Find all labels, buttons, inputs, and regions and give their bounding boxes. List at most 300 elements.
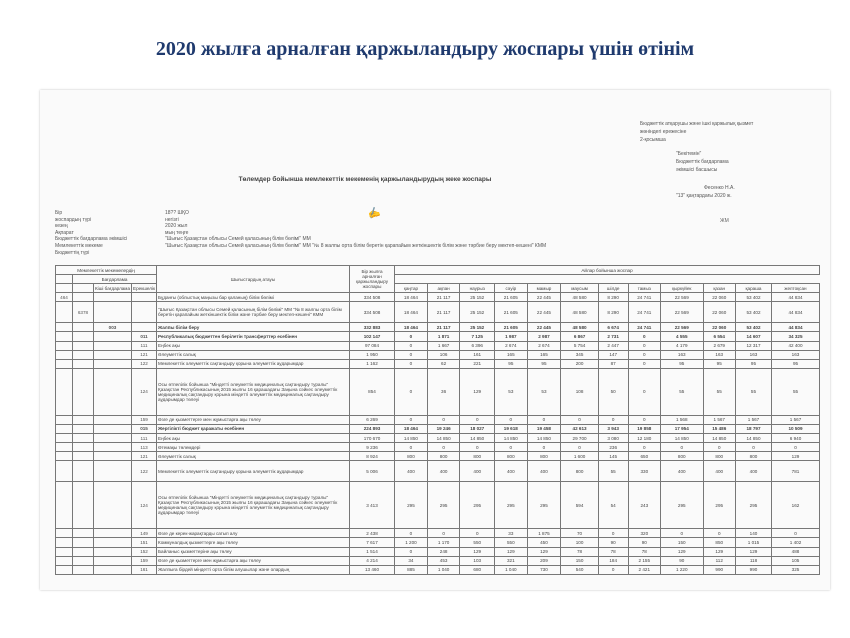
code-cell — [56, 415, 73, 424]
meta-key: Бюджеттің түрі — [55, 249, 90, 256]
meta-key: Мемлекеттік мекеме — [55, 242, 103, 249]
months-header: Айлар бойынша жоспар — [395, 266, 820, 275]
month-value-cell: 24 741 — [628, 323, 660, 332]
month-value-cell: 25 152 — [460, 293, 495, 302]
month-value-cell: 14 850 — [661, 434, 703, 443]
code-cell — [73, 368, 94, 415]
month-value-cell: 44 834 — [772, 302, 820, 323]
code-cell — [94, 547, 132, 556]
annual-total-cell: 2 438 — [350, 529, 395, 538]
table-row — [56, 547, 820, 556]
month-value-cell: 295 — [460, 482, 495, 529]
month-value-cell: 0 — [772, 443, 820, 452]
month-value-cell: 44 834 — [772, 293, 820, 302]
month-value-cell: 0 — [395, 529, 428, 538]
month-value-cell: 50 — [598, 368, 628, 415]
month-value-cell: 0 — [395, 443, 428, 452]
month-value-cell: 1 200 — [395, 538, 428, 547]
month-value-cell: 163 — [735, 350, 771, 359]
month-value-cell: 53 402 — [735, 323, 771, 332]
month-value-cell: 90 — [661, 556, 703, 565]
month-value-cell: 3 080 — [598, 434, 628, 443]
month-value-cell: 295 — [661, 482, 703, 529]
month-value-cell: 22 060 — [703, 323, 735, 332]
meta-value: 18?? ШҚО — [165, 210, 189, 216]
month-value-cell: 78 — [628, 547, 660, 556]
month-value-cell: 33 — [495, 529, 527, 538]
month-value-cell: 54 — [598, 482, 628, 529]
month-value-cell: 0 — [395, 415, 428, 424]
code-cell — [56, 452, 73, 461]
month-value-cell: 129 — [703, 547, 735, 556]
month-value-cell: 550 — [460, 538, 495, 547]
month-value-cell: 2 731 — [598, 332, 628, 341]
code-cell: 152 — [132, 547, 157, 556]
month-value-cell: 78 — [561, 547, 598, 556]
meta-row — [55, 210, 815, 217]
meta-value: мың теңге — [165, 229, 189, 236]
month-value-cell: 990 — [703, 565, 735, 574]
code-cell — [94, 350, 132, 359]
approval-line: "Бекітемін" — [676, 151, 702, 157]
month-value-cell: 34 325 — [772, 332, 820, 341]
month-value-cell: 55 — [598, 461, 628, 482]
code-cell — [56, 482, 73, 529]
code-cell — [94, 293, 132, 302]
annual-total-cell: 1 162 — [350, 359, 395, 368]
code-cell — [56, 443, 73, 452]
code-cell — [56, 424, 73, 433]
month-value-cell: 0 — [395, 547, 428, 556]
month-value-cell: 2 155 — [628, 556, 660, 565]
code-cell: 124 — [132, 482, 157, 529]
month-value-cell: 103 — [460, 556, 495, 565]
approval-line: 2-қосымша — [640, 137, 666, 143]
approval-line: Бюджеттік атқарушы және ішкі қаржылық қызмет — [640, 121, 754, 127]
month-value-cell: 162 — [772, 482, 820, 529]
expense-name-cell: Өтемақы төлемдері — [157, 443, 350, 452]
annual-total-cell: 5 006 — [350, 461, 395, 482]
expense-name-cell: Байланыс қызметтеріне ақы төлеу — [157, 547, 350, 556]
code-cell — [132, 323, 157, 332]
month-value-cell: 4 555 — [661, 332, 703, 341]
code-cell — [73, 461, 94, 482]
month-value-cell: 0 — [628, 341, 660, 350]
month-value-cell: 1 568 — [661, 415, 703, 424]
month-value-cell: 19 458 — [527, 424, 561, 433]
month-value-cell: 325 — [772, 565, 820, 574]
month-value-cell: 295 — [703, 482, 735, 529]
month-value-cell: 295 — [427, 482, 459, 529]
month-value-cell: 1 987 — [495, 332, 527, 341]
month-value-cell: 0 — [598, 565, 628, 574]
code-cell — [73, 538, 94, 547]
annual-total-cell: 3 413 — [350, 482, 395, 529]
code-cell — [73, 547, 94, 556]
month-value-cell: 19 246 — [427, 424, 459, 433]
month-value-cell: 243 — [628, 482, 660, 529]
month-value-cell: 8 290 — [598, 302, 628, 323]
table-row — [56, 556, 820, 565]
annual-total-cell: 170 670 — [350, 434, 395, 443]
code-cell — [94, 461, 132, 482]
month-value-cell: 22 060 — [703, 302, 735, 323]
month-value-cell: 21 117 — [427, 323, 459, 332]
code-cell — [56, 341, 73, 350]
month-value-cell: 14 607 — [735, 332, 771, 341]
month-value-cell: 2 421 — [628, 565, 660, 574]
month-value-cell: 0 — [628, 368, 660, 415]
month-value-cell: 0 — [460, 415, 495, 424]
month-value-cell: 2 674 — [495, 341, 527, 350]
month-value-cell: 18 464 — [395, 302, 428, 323]
approval-date: "13" қаңтардағы 2020 ж. — [676, 193, 732, 199]
code-cell — [73, 565, 94, 574]
month-value-cell: 14 850 — [460, 434, 495, 443]
month-value-cell: 19 618 — [495, 424, 527, 433]
code-cell — [94, 415, 132, 424]
table-row — [56, 341, 820, 350]
code-cell: 159 — [132, 415, 157, 424]
month-value-cell: 6 674 — [598, 323, 628, 332]
annual-total-cell: 6 269 — [350, 415, 395, 424]
month-value-cell: 129 — [460, 368, 495, 415]
month-value-cell: 0 — [628, 359, 660, 368]
month-value-cell: 295 — [395, 482, 428, 529]
month-header: шілде — [598, 284, 628, 293]
expense-name-cell: Еңбек ақы — [157, 434, 350, 443]
month-value-cell: 163 — [661, 350, 703, 359]
code-cell — [94, 302, 132, 323]
month-value-cell: 200 — [561, 359, 598, 368]
month-value-cell: 650 — [628, 452, 660, 461]
expense-name-header: Шығыстардың атауы — [157, 266, 350, 293]
table-row — [56, 323, 820, 332]
month-value-cell: 0 — [628, 443, 660, 452]
code-cell — [73, 293, 94, 302]
month-value-cell: 22 569 — [661, 293, 703, 302]
document-meta — [55, 210, 815, 256]
month-value-cell: 1 567 — [703, 415, 735, 424]
code-cell: 011 — [132, 332, 157, 341]
month-value-cell: 129 — [735, 547, 771, 556]
month-value-cell: 2 447 — [598, 341, 628, 350]
month-value-cell: 1 567 — [772, 415, 820, 424]
month-value-cell: 17 954 — [661, 424, 703, 433]
month-value-cell: 800 — [527, 452, 561, 461]
month-value-cell: 14 850 — [427, 434, 459, 443]
month-value-cell: 400 — [527, 461, 561, 482]
month-value-cell: 236 — [598, 443, 628, 452]
meta-key: Бюджеттік бағдарлама әкімшісі — [55, 236, 128, 243]
classification-header: Мемлекеттік мекемелердің — [56, 266, 157, 275]
meta-value — [165, 250, 815, 257]
month-value-cell: 330 — [628, 461, 660, 482]
meta-value: 2020 жыл — [165, 223, 188, 230]
month-value-cell: 594 — [561, 482, 598, 529]
expense-name-cell: Осы өтпелілік бойынша "Міндетті әлеуметтік медициналық сақтандыру туралы" Қазақстан Республикасының 2015 жылғы 16 қарашадағы Заңына сәйкес әлеуметтік медициналық сақтандыру қорына міндетті әлеуметтік медициналық сақтандыру аударымдар төлеуі — [157, 368, 350, 415]
table-row — [56, 482, 820, 529]
month-value-cell: 21 117 — [427, 293, 459, 302]
month-value-cell: 129 — [661, 547, 703, 556]
month-value-cell: 25 152 — [460, 302, 495, 323]
month-value-cell: 295 — [527, 482, 561, 529]
month-value-cell: 36 — [427, 368, 459, 415]
month-value-cell: 24 741 — [628, 293, 660, 302]
annual-total-cell: 332 883 — [350, 323, 395, 332]
month-value-cell: 800 — [703, 452, 735, 461]
month-value-cell: 400 — [460, 461, 495, 482]
code-cell: 122 — [132, 461, 157, 482]
meta-key: Ақпарат — [55, 229, 74, 236]
month-value-cell: 10 509 — [772, 424, 820, 433]
month-value-cell: 21 605 — [495, 293, 527, 302]
code-cell — [94, 565, 132, 574]
month-value-cell: 0 — [527, 415, 561, 424]
month-value-cell: 163 — [703, 350, 735, 359]
month-value-cell: 800 — [427, 452, 459, 461]
month-value-cell: 105 — [772, 556, 820, 565]
code-cell: 464 — [56, 293, 73, 302]
code-cell — [56, 461, 73, 482]
month-value-cell: 55 — [735, 368, 771, 415]
month-value-cell: 0 — [661, 443, 703, 452]
month-value-cell: 21 605 — [495, 323, 527, 332]
month-value-cell: 1 040 — [427, 565, 459, 574]
code-cell — [73, 424, 94, 433]
code-cell: 015 — [132, 424, 157, 433]
month-value-cell: 0 — [703, 529, 735, 538]
month-header: ақпан — [427, 284, 459, 293]
expense-name-cell: Бұданғы (облыстық маңызы бар қаланың) білім бөлімі — [157, 293, 350, 302]
month-header: қыркүйек — [661, 284, 703, 293]
month-value-cell: 400 — [661, 461, 703, 482]
code-cell — [73, 529, 94, 538]
month-value-cell: 680 — [460, 565, 495, 574]
month-value-cell: 0 — [395, 332, 428, 341]
table-row — [56, 443, 820, 452]
month-value-cell: 0 — [703, 443, 735, 452]
table-row — [56, 461, 820, 482]
month-value-cell: 112 — [703, 556, 735, 565]
month-value-cell: 3 943 — [598, 424, 628, 433]
expense-name-cell: Мемлекеттік әлеуметтік сақтандыру қорына әлеуметтік аударымдар — [157, 359, 350, 368]
code-cell — [56, 529, 73, 538]
month-value-cell: 55 — [703, 368, 735, 415]
month-value-cell: 14 850 — [495, 434, 527, 443]
month-value-cell: 22 445 — [527, 293, 561, 302]
month-value-cell: 12 317 — [735, 341, 771, 350]
table-row — [56, 293, 820, 302]
code-cell — [73, 350, 94, 359]
month-header: маусым — [561, 284, 598, 293]
month-value-cell: 25 152 — [460, 323, 495, 332]
month-header: наурыз — [460, 284, 495, 293]
month-value-cell: 18 464 — [395, 424, 428, 433]
month-value-cell: 400 — [703, 461, 735, 482]
code-cell — [73, 452, 94, 461]
month-value-cell: 400 — [735, 461, 771, 482]
annual-total-cell: 97 084 — [350, 341, 395, 350]
code-cell: 111 — [132, 341, 157, 350]
month-value-cell: 730 — [527, 565, 561, 574]
month-value-cell: 14 850 — [735, 434, 771, 443]
meta-row — [55, 217, 815, 224]
code-cell — [94, 538, 132, 547]
expense-name-cell: Республикалық бюджеттен берілетін трансферттер есебінен — [157, 332, 350, 341]
form-number: ЖМ — [720, 218, 729, 224]
month-value-cell: 48 580 — [561, 302, 598, 323]
month-value-cell: 21 605 — [495, 302, 527, 323]
meta-row — [55, 223, 815, 230]
month-value-cell: 19 858 — [628, 424, 660, 433]
code-cell — [132, 302, 157, 323]
subprogram-header: Кіші бағдарлама — [94, 284, 132, 293]
code-cell: 121 — [132, 350, 157, 359]
annual-total-cell: 102 147 — [350, 332, 395, 341]
approval-line: жөніндегі ережесіне — [640, 129, 687, 135]
month-value-cell: 0 — [598, 415, 628, 424]
table-row — [56, 368, 820, 415]
meta-key: Бір — [55, 210, 63, 216]
annual-total-cell: 334 508 — [350, 302, 395, 323]
code-cell — [56, 547, 73, 556]
signature-mark: ✍ — [366, 206, 382, 221]
code-cell — [56, 332, 73, 341]
month-value-cell: 0 — [561, 443, 598, 452]
month-value-cell: 0 — [495, 415, 527, 424]
expense-name-cell: Осы өтпелілік бойынша "Міндетті әлеуметтік медициналық сақтандыру туралы" Қазақстан Республикасының 2015 жылғы 16 қарашадағы Заңына сәйкес әлеуметтік медициналық сақтандыру қорына міндетті әлеуметтік медициналық сақтандыру аударымдар төлеуі — [157, 482, 350, 529]
month-value-cell: 184 — [598, 556, 628, 565]
document-title: Төлемдер бойынша мемлекеттік мекеменің қаржыландырудың жеке жоспары — [238, 176, 492, 183]
code-cell — [94, 424, 132, 433]
month-value-cell: 0 — [395, 359, 428, 368]
month-value-cell: 850 — [703, 538, 735, 547]
month-value-cell: 0 — [628, 332, 660, 341]
month-value-cell: 1 170 — [427, 538, 459, 547]
code-cell — [94, 556, 132, 565]
approval-line: әкімшісі басшысы — [676, 167, 718, 173]
month-value-cell: 400 — [427, 461, 459, 482]
month-value-cell: 21 117 — [427, 302, 459, 323]
month-value-cell: 0 — [460, 443, 495, 452]
meta-value: "Шығыс Қазақстан облысы Семей қаласының білім бөлімі" ММ "№ 8 жалпы орта білім беретін қарапайым жеткіншектік білім және тәрбие беру мектеп-кешені" КММ — [165, 242, 547, 249]
month-header: желтоқсан — [772, 284, 820, 293]
month-header: тамыз — [628, 284, 660, 293]
month-value-cell: 165 — [527, 350, 561, 359]
code-cell — [94, 341, 132, 350]
month-value-cell: 4 179 — [661, 341, 703, 350]
page-title: 2020 жылға арналған қаржыландыру жоспары үшін өтінім — [155, 38, 695, 60]
month-value-cell: 345 — [561, 350, 598, 359]
code-cell — [73, 556, 94, 565]
month-value-cell: 0 — [661, 529, 703, 538]
month-value-cell: 118 — [735, 556, 771, 565]
month-header: қазан — [703, 284, 735, 293]
month-value-cell: 0 — [495, 443, 527, 452]
expense-name-cell: Жергілікті бюджет қаражаты есебінен — [157, 424, 350, 433]
month-value-cell: 321 — [495, 556, 527, 565]
table-row — [56, 359, 820, 368]
month-value-cell: 53 — [495, 368, 527, 415]
month-value-cell: 140 — [735, 529, 771, 538]
code-cell: 111 — [132, 434, 157, 443]
code-cell: 113 — [132, 443, 157, 452]
month-value-cell: 0 — [395, 341, 428, 350]
approval-line: Бюджеттік бағдарлама — [676, 159, 729, 165]
month-value-cell: 400 — [495, 461, 527, 482]
code-cell: 151 — [132, 538, 157, 547]
meta-key: кезең — [55, 223, 68, 230]
month-value-cell: 800 — [495, 452, 527, 461]
table-row — [56, 424, 820, 433]
month-value-cell: 150 — [661, 538, 703, 547]
month-value-cell: 42 613 — [561, 424, 598, 433]
month-value-cell: 53 402 — [735, 293, 771, 302]
month-value-cell: 1 402 — [772, 538, 820, 547]
annual-total-cell: 13 460 — [350, 565, 395, 574]
month-value-cell: 1 567 — [735, 415, 771, 424]
code-cell — [56, 302, 73, 323]
month-value-cell: 1 667 — [427, 341, 459, 350]
month-value-cell: 0 — [628, 415, 660, 424]
col-header — [56, 284, 73, 293]
month-value-cell: 53 402 — [735, 302, 771, 323]
month-value-cell: 22 060 — [703, 293, 735, 302]
meta-value: "Шығыс Қазақстан облысы Семей қаласының білім бөлімі" ММ — [165, 236, 311, 243]
month-value-cell: 95 — [735, 359, 771, 368]
month-value-cell: 22 445 — [527, 323, 561, 332]
month-value-cell: 48 580 — [561, 293, 598, 302]
month-value-cell: 161 — [460, 350, 495, 359]
month-header: сәуір — [495, 284, 527, 293]
month-value-cell: 800 — [661, 452, 703, 461]
month-value-cell: 320 — [628, 529, 660, 538]
approval-block — [640, 120, 820, 200]
code-cell — [56, 359, 73, 368]
month-value-cell: 0 — [460, 529, 495, 538]
month-value-cell: 24 741 — [628, 302, 660, 323]
month-value-cell: 550 — [495, 538, 527, 547]
expense-name-cell: Әлеуметтік салық — [157, 452, 350, 461]
code-cell — [56, 434, 73, 443]
month-value-cell: 145 — [598, 452, 628, 461]
month-value-cell: 87 — [598, 359, 628, 368]
month-value-cell: 55 — [772, 368, 820, 415]
month-value-cell: 0 — [427, 415, 459, 424]
month-value-cell: 14 850 — [395, 434, 428, 443]
month-value-cell: 150 — [561, 556, 598, 565]
month-value-cell: 7 125 — [460, 332, 495, 341]
month-value-cell: 95 — [527, 359, 561, 368]
month-value-cell: 106 — [427, 350, 459, 359]
month-value-cell: 95 — [772, 359, 820, 368]
month-header: мамыр — [527, 284, 561, 293]
month-value-cell: 100 — [561, 538, 598, 547]
financing-plan-table — [55, 265, 820, 575]
month-value-cell: 22 569 — [661, 302, 703, 323]
code-cell — [73, 332, 94, 341]
month-value-cell: 165 — [495, 350, 527, 359]
expense-name-cell: Өзге де қызметтерге мен жұмыстарға ақы төлеу — [157, 415, 350, 424]
code-cell — [94, 443, 132, 452]
month-value-cell: 1 220 — [661, 565, 703, 574]
code-cell — [94, 452, 132, 461]
code-cell — [56, 323, 73, 332]
annual-total-cell: 1 514 — [350, 547, 395, 556]
month-value-cell: 6 940 — [772, 434, 820, 443]
month-value-cell: 221 — [460, 359, 495, 368]
